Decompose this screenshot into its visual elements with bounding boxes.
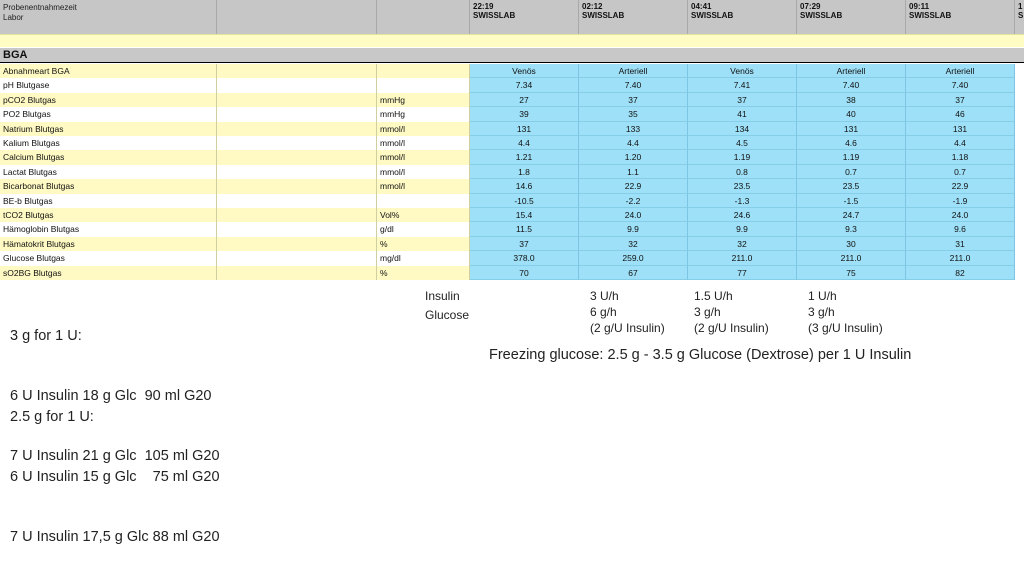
value-cell[interactable]: 30 <box>797 237 906 251</box>
row-name: PO2 Blutgas <box>0 107 217 121</box>
row-unit: mmHg <box>377 93 470 107</box>
value-cell[interactable]: 1.1 <box>579 165 688 179</box>
freezing-glucose-note: Freezing glucose: 2.5 g - 3.5 g Glucose (Dextrose) per 1 U Insulin <box>489 347 912 363</box>
value-cell[interactable]: -1.5 <box>797 194 906 208</box>
value-cell-partial <box>1015 64 1024 78</box>
row-unit <box>377 64 470 78</box>
value-cell[interactable]: 11.5 <box>470 222 579 236</box>
value-cell[interactable]: 1.20 <box>579 150 688 164</box>
header-label-time: Probenentnahmezeit <box>3 3 77 12</box>
value-cell[interactable]: 24.7 <box>797 208 906 222</box>
value-cell[interactable]: 35 <box>579 107 688 121</box>
value-cell[interactable]: 7.41 <box>688 78 797 92</box>
value-cell[interactable]: 131 <box>797 122 906 136</box>
row-unit: mmol/l <box>377 122 470 136</box>
row-name: Bicarbonat Blutgas <box>0 179 217 193</box>
row-blank <box>217 93 377 107</box>
row-blank <box>217 208 377 222</box>
header-time: 22:19 <box>473 2 494 11</box>
value-cell-partial <box>1015 194 1024 208</box>
value-cell[interactable]: 7.40 <box>579 78 688 92</box>
table-header <box>0 0 1024 34</box>
ratio-3: (3 g/U Insulin) <box>808 321 883 335</box>
table-row <box>0 165 1024 179</box>
header-source: SWISSLAB <box>582 11 625 20</box>
value-cell[interactable]: 378.0 <box>470 251 579 265</box>
value-cell-partial <box>1015 93 1024 107</box>
row-name: Kalium Blutgas <box>0 136 217 150</box>
header-source: SWISSLAB <box>909 11 952 20</box>
header-source: SWISSLAB <box>691 11 734 20</box>
table-row <box>0 194 1024 208</box>
value-cell[interactable]: 37 <box>688 93 797 107</box>
value-cell[interactable]: Venös <box>688 64 797 78</box>
value-cell[interactable]: 9.9 <box>579 222 688 236</box>
row-blank <box>217 251 377 265</box>
value-cell-partial <box>1015 107 1024 121</box>
table-row <box>0 136 1024 150</box>
value-cell[interactable]: 1.8 <box>470 165 579 179</box>
row-name: pCO2 Blutgas <box>0 93 217 107</box>
value-cell[interactable]: 9.3 <box>797 222 906 236</box>
value-cell[interactable]: 82 <box>906 266 1015 280</box>
row-blank <box>217 266 377 280</box>
value-cell[interactable]: 1.19 <box>688 150 797 164</box>
value-cell-partial <box>1015 222 1024 236</box>
ratio-1: (2 g/U Insulin) <box>590 321 665 335</box>
value-cell[interactable]: 24.0 <box>579 208 688 222</box>
value-cell[interactable]: 4.4 <box>470 136 579 150</box>
value-cell[interactable]: 41 <box>688 107 797 121</box>
note-line: 2.5 g for 1 U: <box>10 409 94 425</box>
value-cell[interactable]: 27 <box>470 93 579 107</box>
row-blank <box>217 165 377 179</box>
row-name: Hämatokrit Blutgas <box>0 237 217 251</box>
header-label-lab: Labor <box>3 13 24 22</box>
row-unit: mmol/l <box>377 150 470 164</box>
glucose-rate-2: 3 g/h <box>694 305 721 319</box>
header-blank-cell <box>217 0 377 34</box>
header-source: S <box>1018 11 1024 20</box>
value-cell[interactable]: 22.9 <box>906 179 1015 193</box>
value-cell[interactable]: 15.4 <box>470 208 579 222</box>
row-unit: mg/dl <box>377 251 470 265</box>
value-cell[interactable]: 9.9 <box>688 222 797 236</box>
row-unit: mmol/l <box>377 179 470 193</box>
row-unit: mmol/l <box>377 165 470 179</box>
glucose-rate-1: 6 g/h <box>590 305 617 319</box>
value-cell-partial <box>1015 122 1024 136</box>
value-cell[interactable]: Arteriell <box>797 64 906 78</box>
insulin-rate-3: 1 U/h <box>808 289 837 303</box>
value-cell[interactable]: 7.40 <box>906 78 1015 92</box>
table-row <box>0 150 1024 164</box>
row-unit <box>377 194 470 208</box>
table-row <box>0 251 1024 265</box>
row-unit <box>377 78 470 92</box>
value-cell[interactable]: 22.9 <box>579 179 688 193</box>
row-unit: mmHg <box>377 107 470 121</box>
row-blank <box>217 194 377 208</box>
header-column[interactable] <box>688 0 797 34</box>
value-cell[interactable]: 32 <box>688 237 797 251</box>
header-time: 1 <box>1018 2 1023 11</box>
value-cell[interactable]: 32 <box>579 237 688 251</box>
note-line: 3 g for 1 U: <box>10 328 82 344</box>
row-blank <box>217 150 377 164</box>
table-row <box>0 237 1024 251</box>
value-cell[interactable]: 23.5 <box>797 179 906 193</box>
row-unit: Vol% <box>377 208 470 222</box>
table-row <box>0 122 1024 136</box>
value-cell[interactable]: Arteriell <box>579 64 688 78</box>
value-cell[interactable]: 0.7 <box>906 165 1015 179</box>
value-cell[interactable]: 37 <box>579 93 688 107</box>
dosing-notes-2-5g <box>10 367 220 567</box>
value-cell[interactable]: 24.6 <box>688 208 797 222</box>
table-row <box>0 222 1024 236</box>
value-cell[interactable]: 4.4 <box>579 136 688 150</box>
value-cell[interactable]: -1.3 <box>688 194 797 208</box>
value-cell[interactable]: 4.5 <box>688 136 797 150</box>
value-cell-partial <box>1015 266 1024 280</box>
value-cell-partial <box>1015 78 1024 92</box>
header-column[interactable] <box>906 0 1015 34</box>
header-time: 09:11 <box>909 2 930 11</box>
glucose-rate-3: 3 g/h <box>808 305 835 319</box>
insulin-rate-1: 3 U/h <box>590 289 619 303</box>
row-blank <box>217 237 377 251</box>
row-unit: g/dl <box>377 222 470 236</box>
note-line: 6 U Insulin 15 g Glc 75 ml G20 <box>10 469 220 485</box>
row-name: tCO2 Blutgas <box>0 208 217 222</box>
header-label-cell <box>0 0 217 34</box>
header-column[interactable] <box>470 0 579 34</box>
row-blank <box>217 179 377 193</box>
value-cell[interactable]: 39 <box>470 107 579 121</box>
value-cell-partial <box>1015 165 1024 179</box>
value-cell[interactable]: 14.6 <box>470 179 579 193</box>
table-row <box>0 208 1024 222</box>
value-cell-partial <box>1015 136 1024 150</box>
value-cell[interactable]: 0.8 <box>688 165 797 179</box>
value-cell[interactable]: 4.4 <box>906 136 1015 150</box>
table-row <box>0 93 1024 107</box>
row-name: Hämoglobin Blutgas <box>0 222 217 236</box>
row-blank <box>217 78 377 92</box>
value-cell[interactable]: 131 <box>470 122 579 136</box>
value-cell[interactable]: 211.0 <box>688 251 797 265</box>
label-insulin: Insulin <box>425 289 460 303</box>
value-cell[interactable]: 1.18 <box>906 150 1015 164</box>
value-cell[interactable]: 7.40 <box>797 78 906 92</box>
value-cell[interactable]: Venös <box>470 64 579 78</box>
row-blank <box>217 222 377 236</box>
table-row <box>0 78 1024 92</box>
value-cell[interactable]: -1.9 <box>906 194 1015 208</box>
row-unit: mmol/l <box>377 136 470 150</box>
table-row <box>0 179 1024 193</box>
value-cell-partial <box>1015 179 1024 193</box>
section-header <box>0 48 1024 63</box>
header-source: SWISSLAB <box>473 11 516 20</box>
value-cell[interactable]: 37 <box>906 93 1015 107</box>
value-cell[interactable]: 67 <box>579 266 688 280</box>
value-cell[interactable]: 75 <box>797 266 906 280</box>
table-row <box>0 64 1024 78</box>
row-name: BE-b Blutgas <box>0 194 217 208</box>
row-name: sO2BG Blutgas <box>0 266 217 280</box>
row-name: Abnahmeart BGA <box>0 64 217 78</box>
row-blank <box>217 64 377 78</box>
row-name: Glucose Blutgas <box>0 251 217 265</box>
value-cell[interactable]: 4.6 <box>797 136 906 150</box>
table-row <box>0 107 1024 121</box>
row-unit: % <box>377 237 470 251</box>
insulin-rate-2: 1.5 U/h <box>694 289 733 303</box>
label-glucose: Glucose <box>425 308 470 322</box>
value-cell[interactable]: 259.0 <box>579 251 688 265</box>
header-time: 07:29 <box>800 2 821 11</box>
note-line: 6 U Insulin 18 g Glc 90 ml G20 <box>10 388 212 404</box>
row-name: Calcium Blutgas <box>0 150 217 164</box>
note-line: 7 U Insulin 17,5 g Glc 88 ml G20 <box>10 529 220 545</box>
value-cell[interactable]: 7.34 <box>470 78 579 92</box>
value-cell-partial <box>1015 150 1024 164</box>
value-cell[interactable]: 134 <box>688 122 797 136</box>
value-cell[interactable]: 211.0 <box>906 251 1015 265</box>
table-row <box>0 266 1024 280</box>
header-time: 02:12 <box>582 2 603 11</box>
header-column[interactable] <box>579 0 688 34</box>
value-cell[interactable]: 131 <box>906 122 1015 136</box>
value-cell[interactable]: 0.7 <box>797 165 906 179</box>
value-cell[interactable]: 133 <box>579 122 688 136</box>
row-name: Lactat Blutgas <box>0 165 217 179</box>
value-cell-partial <box>1015 237 1024 251</box>
value-cell[interactable]: 24.0 <box>906 208 1015 222</box>
value-cell-partial <box>1015 208 1024 222</box>
value-cell[interactable]: 23.5 <box>688 179 797 193</box>
note-line: 7 U Insulin 21 g Glc 105 ml G20 <box>10 448 220 464</box>
row-unit: % <box>377 266 470 280</box>
value-cell[interactable]: 1.21 <box>470 150 579 164</box>
value-cell[interactable]: -2.2 <box>579 194 688 208</box>
value-cell[interactable]: 211.0 <box>797 251 906 265</box>
row-name: Natrium Blutgas <box>0 122 217 136</box>
header-source: SWISSLAB <box>800 11 843 20</box>
spacer-row <box>0 34 1024 47</box>
value-cell[interactable]: 46 <box>906 107 1015 121</box>
value-cell[interactable]: 31 <box>906 237 1015 251</box>
section-title: BGA <box>3 49 28 61</box>
value-cell[interactable]: 77 <box>688 266 797 280</box>
row-name: pH Blutgase <box>0 78 217 92</box>
value-cell[interactable]: 37 <box>470 237 579 251</box>
ratio-2: (2 g/U Insulin) <box>694 321 769 335</box>
value-cell[interactable]: 9.6 <box>906 222 1015 236</box>
header-unit-cell <box>377 0 470 34</box>
header-column[interactable] <box>797 0 906 34</box>
row-blank <box>217 122 377 136</box>
value-cell[interactable]: 1.19 <box>797 150 906 164</box>
value-cell-partial <box>1015 251 1024 265</box>
row-blank <box>217 136 377 150</box>
value-cell[interactable]: -10.5 <box>470 194 579 208</box>
row-blank <box>217 107 377 121</box>
value-cell[interactable]: Arteriell <box>906 64 1015 78</box>
header-time: 04:41 <box>691 2 712 11</box>
value-cell[interactable]: 70 <box>470 266 579 280</box>
value-cell[interactable]: 38 <box>797 93 906 107</box>
header-column-partial[interactable] <box>1015 0 1024 34</box>
value-cell[interactable]: 40 <box>797 107 906 121</box>
